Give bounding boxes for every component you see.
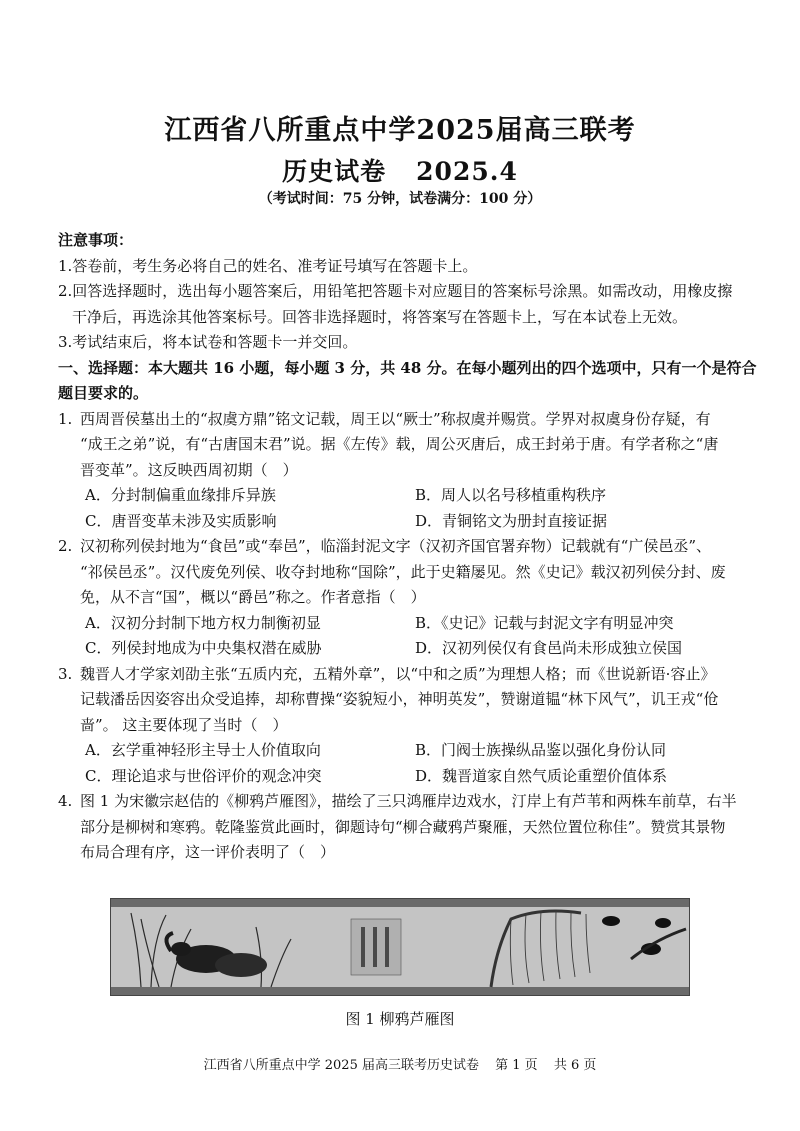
notice-item-1: 1.答卷前，考生务必将自己的姓名、准考证号填写在答题卡上。 [58, 256, 478, 275]
question-text-line: “成王之弟”说，有“古唐国末君”说。据《左传》载，周公灭唐后，成王封弟于唐。有学者称之“唐 [80, 435, 719, 453]
question-text-line: 啬”。 这主要体现了当时（ ） [80, 715, 288, 734]
notice-item-2-line-2: 干净后，再选涂其他答案标号。回答非选择题时，将答案写在答题卡上，写在本试卷上无效。 [72, 307, 688, 326]
question-3 [58, 662, 748, 790]
figure-caption: 图 1 柳鸦芦雁图 [345, 1010, 455, 1028]
option-d: D．魏晋道家自然气质论重塑价值体系 [415, 766, 668, 785]
question-4 [58, 789, 748, 866]
exam-body [58, 228, 757, 866]
footer-total-pages: 共 6 页 [553, 1058, 597, 1073]
painting-figure [110, 898, 690, 996]
question-options [58, 483, 748, 534]
page-footer [0, 1054, 800, 1073]
question-text-line: 魏晋人才学家刘劭主张“五质内充，五精外章”，以“中和之质”为理想人格；而《世说新语·容止》 [80, 664, 716, 683]
question-text-line: 记载潘岳因姿容出众受追捧，却称曹操“姿貌短小，神明英发”，赞谢道韫“林下风气”，讥王戎“伧 [80, 690, 719, 708]
question-number: 3. [58, 664, 73, 683]
question-text-line: 布局合理有序，这一评价表明了（ ） [80, 843, 336, 861]
question-options [58, 738, 748, 789]
option-c: C．列侯封地成为中央集权潜在威胁 [85, 639, 322, 657]
question-text-line: 图 1 为宋徽宗赵佶的《柳鸦芦雁图》，描绘了三只鸿雁岸边戏水，汀岸上有芦苇和两株车前草，右半 [80, 792, 737, 810]
question-text-line: 西周晋侯墓出土的“叔虞方鼎”铭文记载，周王以“厥士”称叔虞并赐赏。学界对叔虞身份存疑，有 [80, 409, 711, 428]
option-c: C．唐晋变革未涉及实质影响 [85, 511, 277, 530]
option-a: A．汉初分封制下地方权力制衡初显 [85, 613, 321, 632]
exam-title: 江西省八所重点中学2025届高三联考 [164, 115, 636, 146]
question-text-line: 汉初称列侯封地为“食邑”或“奉邑”，临淄封泥文字（汉初齐国官署弃物）记载就有“广侯邑丞”、 [80, 537, 712, 555]
option-a: A．分封制偏重血缘排斥异族 [85, 486, 276, 504]
question-number: 1. [58, 409, 73, 428]
footer-exam-name: 江西省八所重点中学 2025 届高三联考历史试卷 [203, 1058, 479, 1073]
question-number: 4. [58, 792, 73, 810]
question-1 [58, 407, 748, 535]
footer-page-number: 第 1 页 [495, 1058, 538, 1073]
exam-time-info: （考试时间：75 分钟，试卷满分：100 分） [258, 191, 542, 207]
notice-item-2-line-1: 2.回答选择题时，选出每小题答案后，用铅笔把答题卡对应题目的答案标号涂黑。如需改动，用橡皮擦 [58, 282, 733, 300]
option-a: A．玄学重神轻形主导士人价值取向 [85, 741, 321, 759]
question-options [58, 611, 748, 662]
question-text-line: 免，从不言“国”，概以“爵邑”称之。作者意指（ ） [80, 588, 426, 606]
option-b: B．门阀士族操纵品鉴以强化身份认同 [415, 741, 667, 759]
option-b: B．《史记》记载与封泥文字有明显冲突 [415, 613, 674, 632]
question-text-line: 晋变革”。这反映西周初期（ ） [80, 460, 298, 479]
exam-subject: 历史试卷 [282, 157, 387, 186]
exam-date: 2025.4 [416, 157, 518, 186]
question-number: 2. [58, 537, 73, 555]
exam-subject-line [0, 152, 800, 188]
section-heading-line-2: 题目要求的。 [58, 384, 149, 402]
question-text-line: 部分是柳树和寒鸦。乾隆鉴赏此画时，御题诗句“柳合藏鸦芦聚雁，天然位置位称佳”。赞赏其景物 [80, 817, 726, 836]
notice-item-3: 3.考试结束后，将本试卷和答题卡一并交回。 [58, 333, 358, 351]
section-heading-line-1: 一、选择题：本大题共 16 小题，每小题 3 分，共 48 分。在每小题列出的四个选项中，只有一个是符合 [58, 358, 757, 377]
notice-heading: 注意事项： [58, 231, 134, 249]
question-text-line: “祁侯邑丞”。汉代废免列侯、收夺封地称“国除”，此于史籍屡见。然《史记》载汉初列侯分封、废 [80, 562, 726, 581]
painting-illustration [111, 899, 689, 995]
option-d: D．汉初列侯仅有食邑尚未形成独立侯国 [415, 639, 683, 657]
question-2 [58, 534, 748, 662]
option-b: B．周人以名号移植重构秩序 [415, 486, 607, 504]
option-d: D．青铜铭文为册封直接证据 [415, 511, 608, 530]
option-c: C．理论追求与世俗评价的观念冲突 [85, 766, 322, 785]
